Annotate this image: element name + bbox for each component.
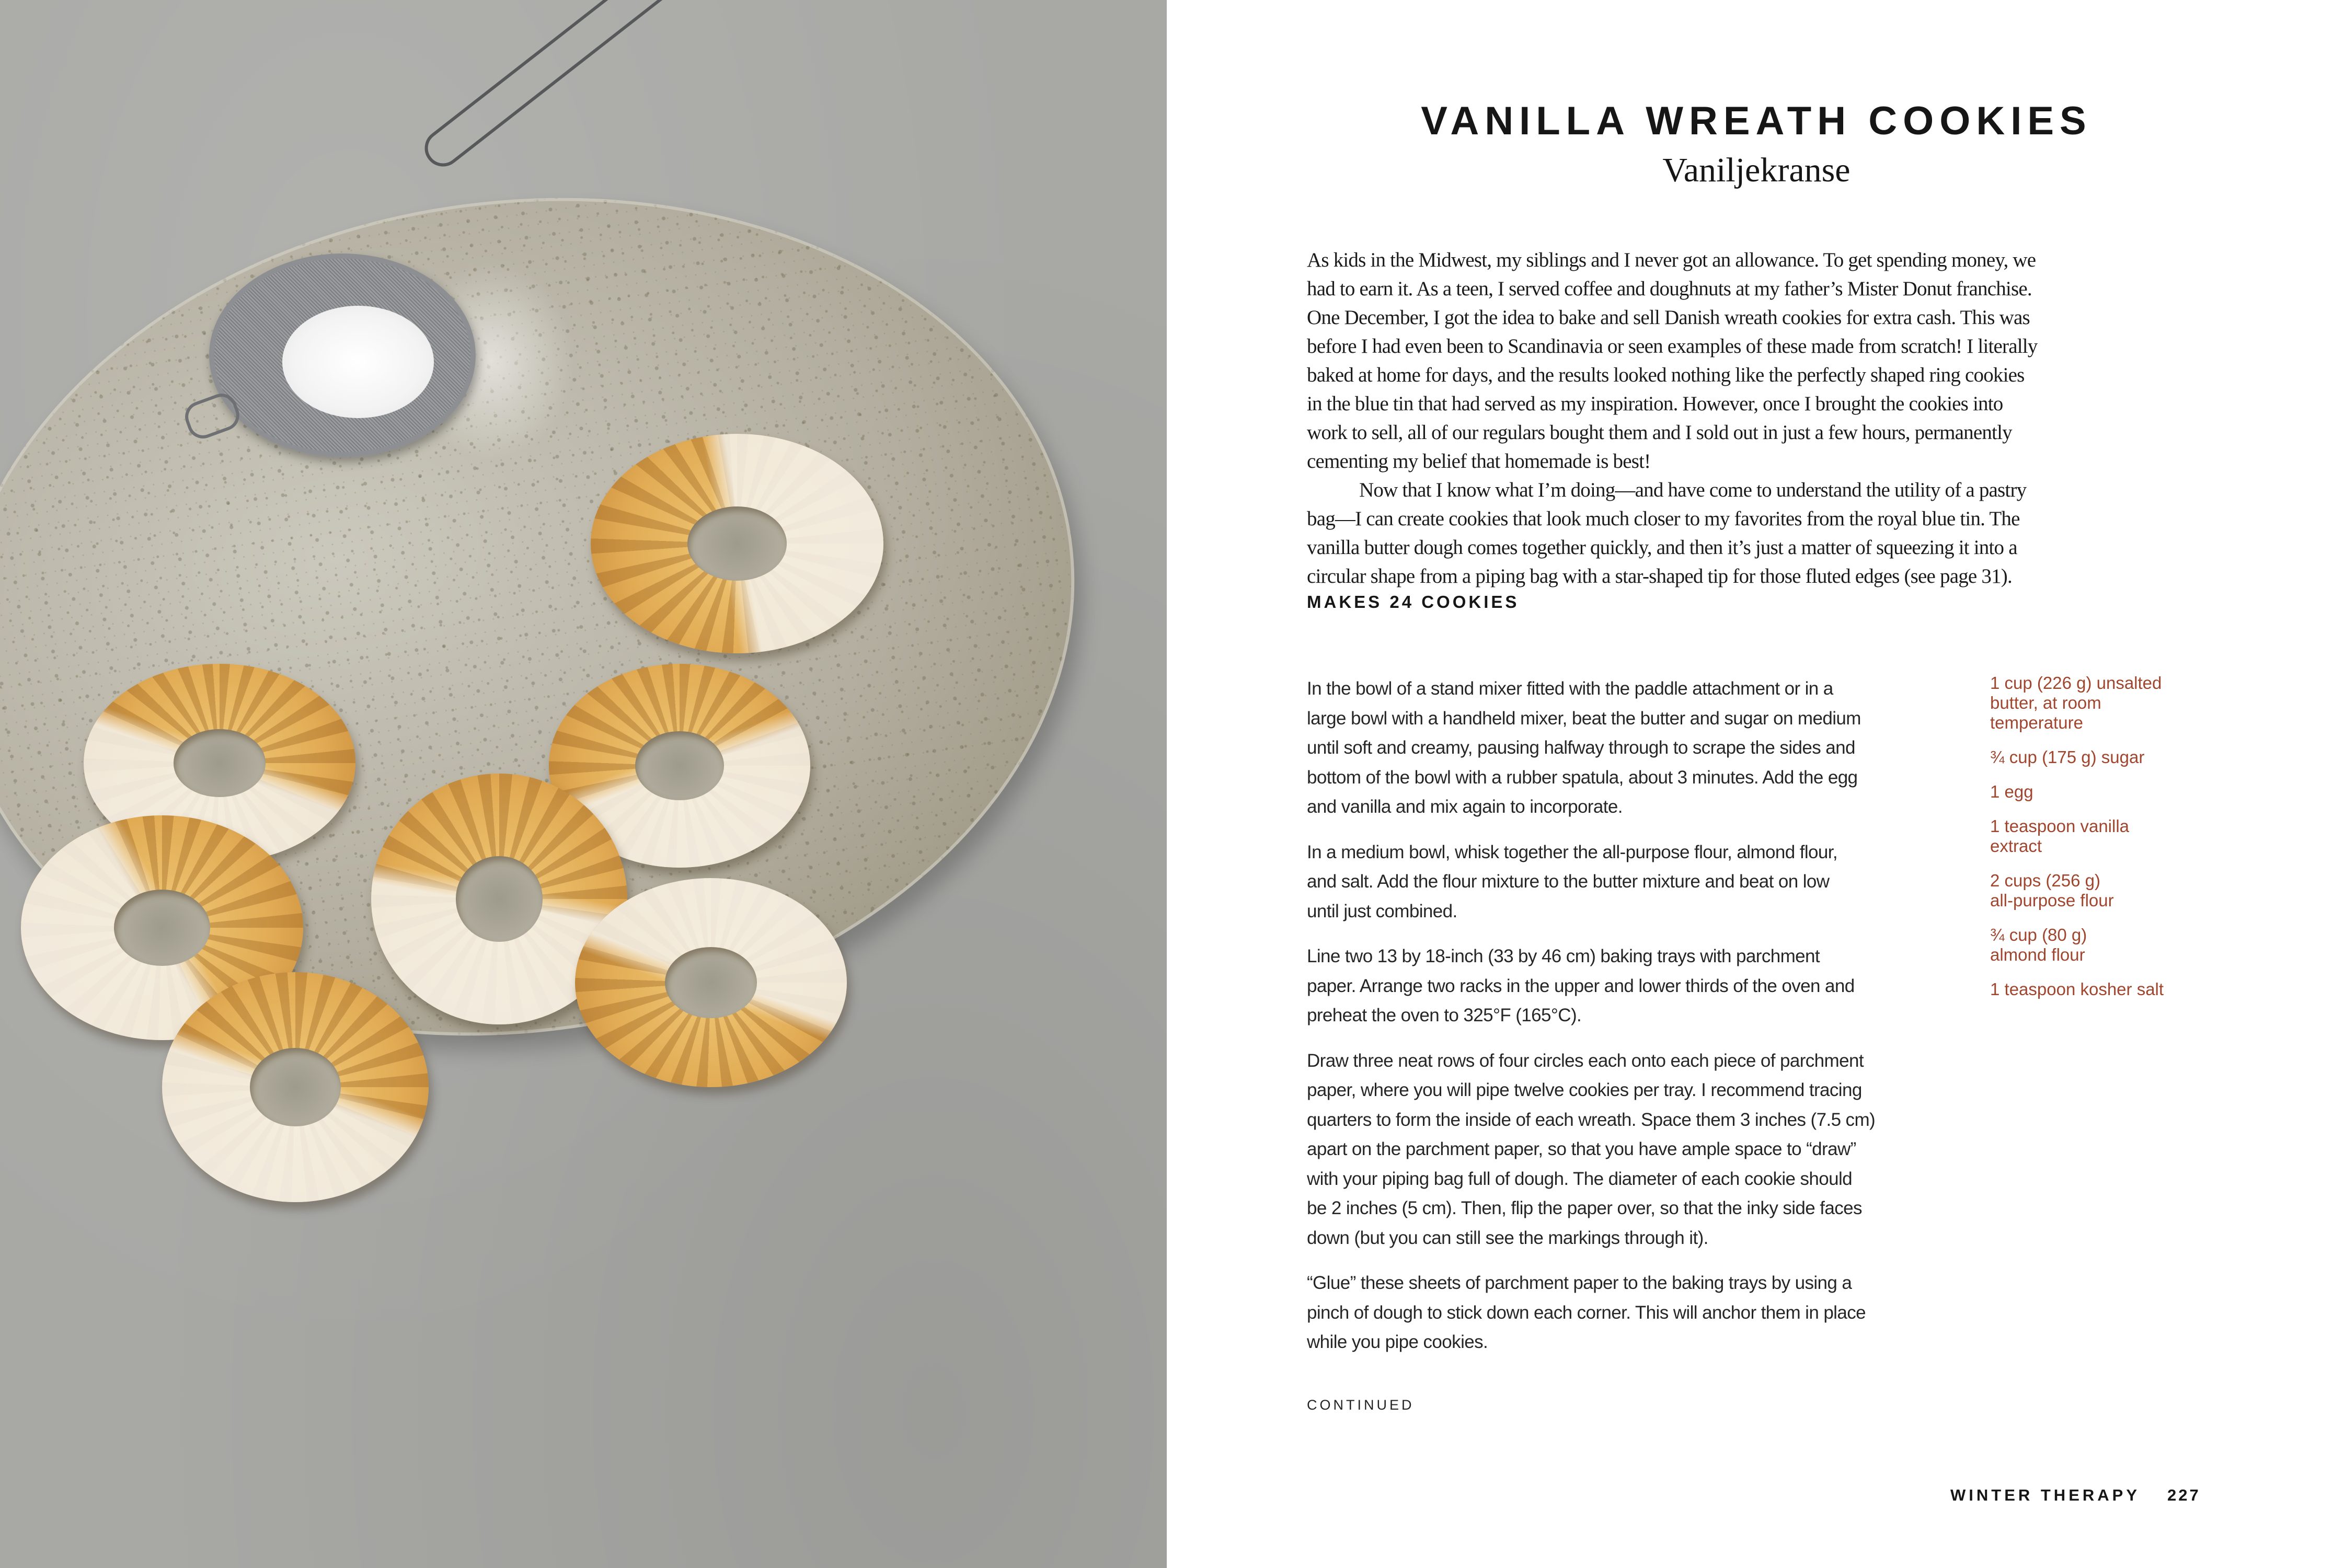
ingredient-line: ¾ cup (175 g) sugar — [1990, 747, 2145, 767]
step-line: apart on the parchment paper, so that you have ample space to “draw” — [1307, 1139, 1856, 1159]
step-line: until just combined. — [1307, 901, 1457, 921]
step-line: Draw three neat rows of four circles each onto each piece of parchment — [1307, 1050, 1864, 1071]
ingredient-line: temperature — [1990, 713, 2083, 732]
recipe-intro — [1307, 246, 2243, 591]
step-line: Line two 13 by 18-inch (33 by 46 cm) baking trays with parchment — [1307, 946, 1820, 966]
ingredient-line: extract — [1990, 836, 2042, 856]
intro-line: One December, I got the idea to bake and sell Danish wreath cookies for extra cash. This was — [1307, 306, 2030, 329]
ingredient-line: almond flour — [1990, 945, 2085, 964]
method-step — [1307, 1046, 1950, 1253]
step-line: preheat the oven to 325°F (165°C). — [1307, 1005, 1582, 1025]
ingredient-line: 1 cup (226 g) unsalted — [1990, 673, 2162, 693]
continued-label: CONTINUED — [1307, 1397, 1415, 1413]
method-step — [1307, 1269, 1950, 1357]
recipe-title: VANILLA WREATH COOKIES — [1421, 99, 2092, 143]
step-line: paper, where you will pipe twelve cookies per tray. I recommend tracing — [1307, 1080, 1862, 1100]
step-line: bottom of the bowl with a rubber spatula, about 3 minutes. Add the egg — [1307, 767, 1858, 788]
cookie — [591, 434, 883, 653]
intro-line: had to earn it. As a teen, I served coffee and doughnuts at my father’s Mister Donut franchise. — [1307, 278, 2032, 300]
page-footer — [1950, 1486, 2201, 1505]
section-name: WINTER THERAPY — [1950, 1486, 2140, 1504]
ingredient-sugar — [1990, 747, 2231, 767]
ingredient-almond-flour — [1990, 925, 2231, 965]
powdered-sugar — [282, 306, 434, 418]
recipe-yield: MAKES 24 COOKIES — [1307, 592, 1520, 612]
recipe-subtitle: Vaniljekranse — [1662, 151, 1851, 189]
ingredient-line: 1 egg — [1990, 782, 2033, 801]
method-steps — [1307, 674, 1950, 1373]
ingredient-butter — [1990, 673, 2231, 733]
intro-line: vanilla butter dough comes together quickly, and then it’s just a matter of squeezing it into a — [1307, 536, 2017, 559]
step-line: In the bowl of a stand mixer fitted with the paddle attachment or in a — [1307, 678, 1833, 699]
ingredient-line: all-purpose flour — [1990, 891, 2114, 910]
intro-line: work to sell, all of our regulars bought them and I sold out in just a few hours, permanently — [1307, 421, 2012, 444]
intro-line: As kids in the Midwest, my siblings and I never got an allowance. To get spending money, we — [1307, 249, 2036, 271]
step-line: In a medium bowl, whisk together the all-purpose flour, almond flour, — [1307, 841, 1837, 862]
intro-line: in the blue tin that had served as my inspiration. However, once I brought the cookies into — [1307, 393, 2003, 415]
method-step — [1307, 674, 1950, 822]
step-line: and vanilla and mix again to incorporate. — [1307, 797, 1623, 817]
intro-paragraph — [1307, 476, 2243, 591]
ingredient-egg — [1990, 782, 2231, 802]
intro-line: cementing my belief that homemade is best! — [1307, 450, 1651, 472]
step-line: down (but you can still see the markings through it). — [1307, 1227, 1708, 1248]
intro-line: baked at home for days, and the results looked nothing like the perfectly shaped ring cookies — [1307, 364, 2025, 386]
intro-paragraph — [1307, 246, 2243, 476]
ingredient-salt — [1990, 979, 2231, 999]
step-line: be 2 inches (5 cm). Then, flip the paper over, so that the inky side faces — [1307, 1198, 1862, 1218]
intro-line: circular shape from a piping bag with a star-shaped tip for those fluted edges (see page 31). — [1307, 565, 2012, 587]
step-line: large bowl with a handheld mixer, beat the butter and sugar on medium — [1307, 708, 1861, 729]
method-step — [1307, 838, 1950, 927]
step-line: and salt. Add the flour mixture to the butter mixture and beat on low — [1307, 871, 1830, 892]
method-step — [1307, 942, 1950, 1031]
intro-line: bag—I can create cookies that look much closer to my favorites from the royal blue tin. The — [1307, 508, 2020, 530]
cookie — [575, 878, 847, 1087]
intro-line: Now that I know what I’m doing—and have come to understand the utility of a pastry — [1359, 479, 2027, 501]
ingredient-line: ¾ cup (80 g) — [1990, 925, 2087, 944]
step-line: while you pipe cookies. — [1307, 1332, 1488, 1352]
step-line: with your piping bag full of dough. The diameter of each cookie should — [1307, 1168, 1853, 1189]
page-number: 227 — [2167, 1486, 2201, 1504]
step-line: until soft and creamy, pausing halfway through to scrape the sides and — [1307, 737, 1855, 758]
ingredient-line: 1 teaspoon vanilla — [1990, 816, 2130, 836]
ingredient-line: 2 cups (256 g) — [1990, 871, 2100, 890]
ingredient-line: butter, at room — [1990, 693, 2101, 712]
ingredient-line: 1 teaspoon kosher salt — [1990, 979, 2164, 999]
step-line: quarters to form the inside of each wreath. Space them 3 inches (7.5 cm) — [1307, 1109, 1876, 1130]
step-line: pinch of dough to stick down each corner. This will anchor them in place — [1307, 1302, 1866, 1323]
ingredient-vanilla — [1990, 816, 2231, 856]
step-line: “Glue” these sheets of parchment paper to the baking trays by using a — [1307, 1273, 1852, 1293]
step-line: paper. Arrange two racks in the upper and lower thirds of the oven and — [1307, 975, 1855, 996]
intro-line: before I had even been to Scandinavia or seen examples of these made from scratch! I literally — [1307, 335, 2038, 358]
cookie — [162, 972, 429, 1202]
ingredient-list — [1990, 673, 2231, 1014]
sieve-handle — [417, 0, 733, 174]
ingredient-flour — [1990, 871, 2231, 910]
